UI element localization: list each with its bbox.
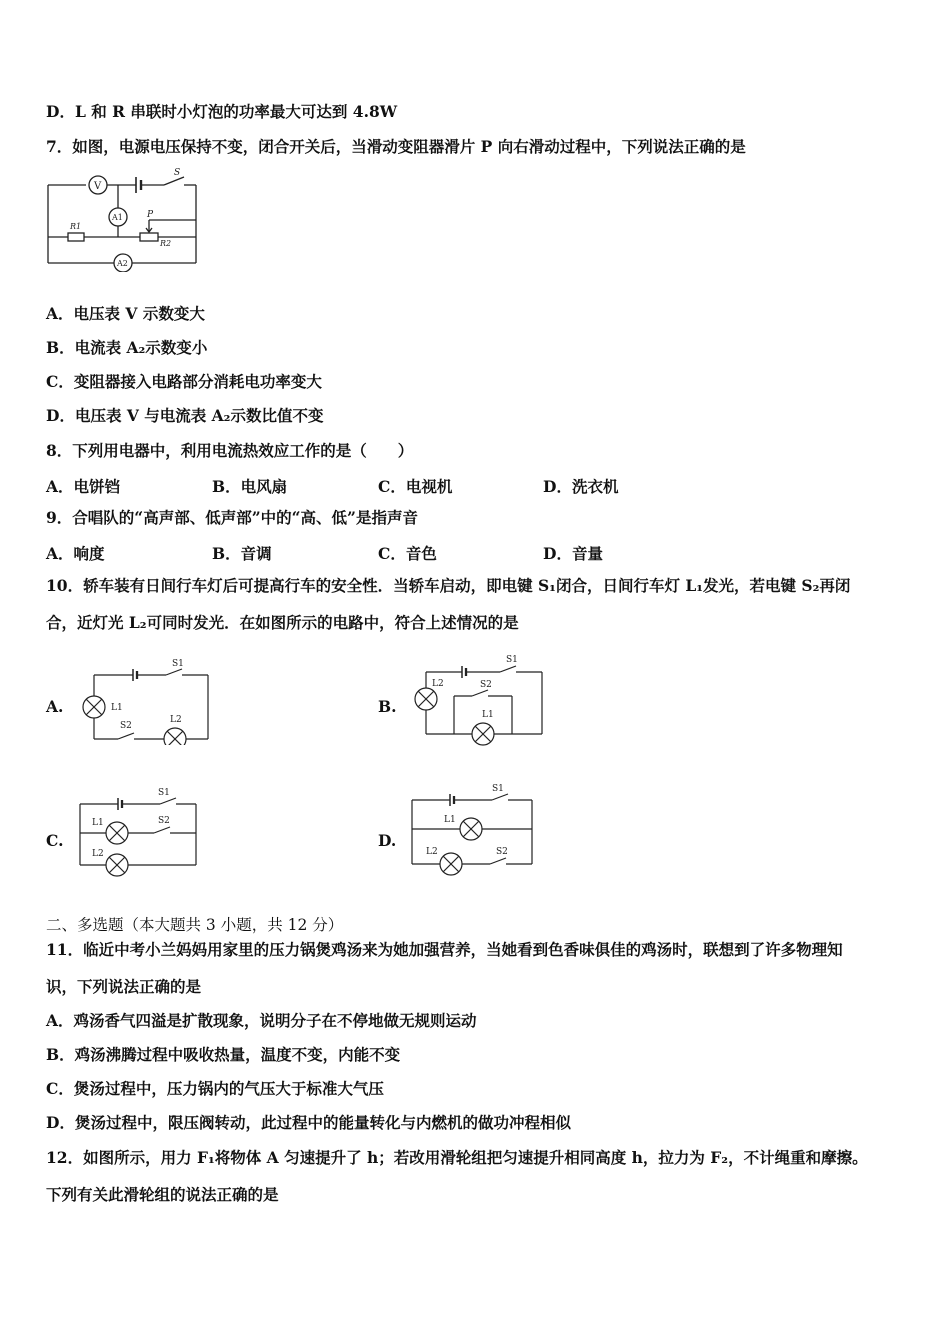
q9-option-c: C．音色	[378, 544, 437, 563]
ammeter-a2-label: A2	[117, 259, 128, 268]
l2-label: L2	[432, 679, 444, 689]
q6-option-d: D．L 和 R 串联时小灯泡的功率最大可达到 4.8W	[46, 102, 398, 121]
q7-option-c: C．变阻器接入电路部分消耗电功率变大	[46, 372, 322, 391]
q7-stem: 7．如图，电源电压保持不变，闭合开关后，当滑动变阻器滑片 P 向右滑动过程中，下列说法正确的是	[46, 137, 746, 156]
q10-label-b: B.	[378, 697, 397, 716]
q8-option-a: A．电饼铛	[46, 477, 121, 496]
q8-option-d: D．洗衣机	[543, 477, 619, 496]
q10-circuit-c	[76, 783, 202, 881]
section-2-heading: 二、多选题（本大题共 3 小题，共 12 分）	[46, 916, 344, 934]
q8-stem: 8．下列用电器中，利用电流热效应工作的是（ ）	[46, 441, 414, 460]
q8-option-b: B．电风扇	[212, 477, 288, 496]
slider-p-label: P	[147, 210, 154, 220]
q9-stem: 9．合唱队的“高声部、低声部”中的“高、低”是指声音	[46, 508, 418, 527]
r1-label: R1	[70, 222, 82, 231]
s2-label: S2	[120, 721, 132, 731]
l1-label: L1	[482, 710, 494, 720]
q10-label-c: C.	[46, 831, 64, 850]
q10-stem-line1: 10．轿车装有日间行车灯后可提高行车的安全性．当轿车启动，即电键 S₁闭合，日间行车灯 L₁发光，若电键 S₂再闭	[46, 576, 851, 595]
r2-label: R2	[160, 239, 172, 248]
s2-label: S2	[480, 680, 492, 690]
voltmeter-label: V	[94, 181, 102, 192]
q7-circuit-figure	[44, 168, 204, 272]
q11-option-a: A．鸡汤香气四溢是扩散现象，说明分子在不停地做无规则运动	[46, 1011, 477, 1030]
q10-circuit-b	[410, 650, 550, 746]
q11-stem-line1: 11．临近中考小兰妈妈用家里的压力锅煲鸡汤来为她加强营养，当她看到色香味俱佳的鸡汤时，联想到了许多物理知	[46, 940, 843, 959]
s1-label: S1	[158, 788, 170, 798]
s1-label: S1	[492, 784, 504, 794]
s2-label: S2	[158, 816, 170, 826]
q11-stem-line2: 识，下列说法正确的是	[46, 977, 202, 996]
s2-label: S2	[496, 847, 508, 857]
s1-label: S1	[172, 659, 184, 669]
q8-option-c: C．电视机	[378, 477, 453, 496]
l2-label: L2	[92, 849, 104, 859]
q11-option-c: C．煲汤过程中，压力锅内的气压大于标准大气压	[46, 1079, 384, 1098]
q7-option-a: A．电压表 V 示数变大	[46, 304, 205, 323]
q10-circuit-a	[78, 655, 212, 745]
q9-option-a: A．响度	[46, 544, 105, 563]
q7-option-d: D．电压表 V 与电流表 A₂示数比值不变	[46, 406, 324, 425]
q12-stem-line1: 12．如图所示，用力 F₁将物体 A 匀速提升了 h；若改用滑轮组把匀速提升相同高度 h，拉力为 F₂，不计绳重和摩擦。	[46, 1148, 868, 1167]
switch-label: S	[174, 168, 181, 178]
q10-stem-line2: 合，近灯光 L₂可同时发光．在如图所示的电路中，符合上述情况的是	[46, 613, 519, 632]
q9-option-b: B．音调	[212, 544, 272, 563]
q10-label-d: D.	[378, 831, 397, 850]
q7-option-b: B．电流表 A₂示数变小	[46, 338, 208, 357]
l1-label: L1	[111, 703, 123, 713]
q10-label-a: A.	[46, 697, 64, 716]
q10-circuit-d	[408, 780, 538, 878]
l1-label: L1	[444, 815, 456, 825]
l1-label: L1	[92, 818, 104, 828]
s1-label: S1	[506, 655, 518, 665]
q12-stem-line2: 下列有关此滑轮组的说法正确的是	[46, 1185, 279, 1204]
q9-option-d: D．音量	[543, 544, 603, 563]
l2-label: L2	[426, 847, 438, 857]
ammeter-a1-label: A1	[112, 213, 123, 222]
q11-option-d: D．煲汤过程中，限压阀转动，此过程中的能量转化与内燃机的做功冲程相似	[46, 1113, 571, 1132]
q11-option-b: B．鸡汤沸腾过程中吸收热量，温度不变，内能不变	[46, 1045, 401, 1064]
l2-label: L2	[170, 715, 182, 725]
